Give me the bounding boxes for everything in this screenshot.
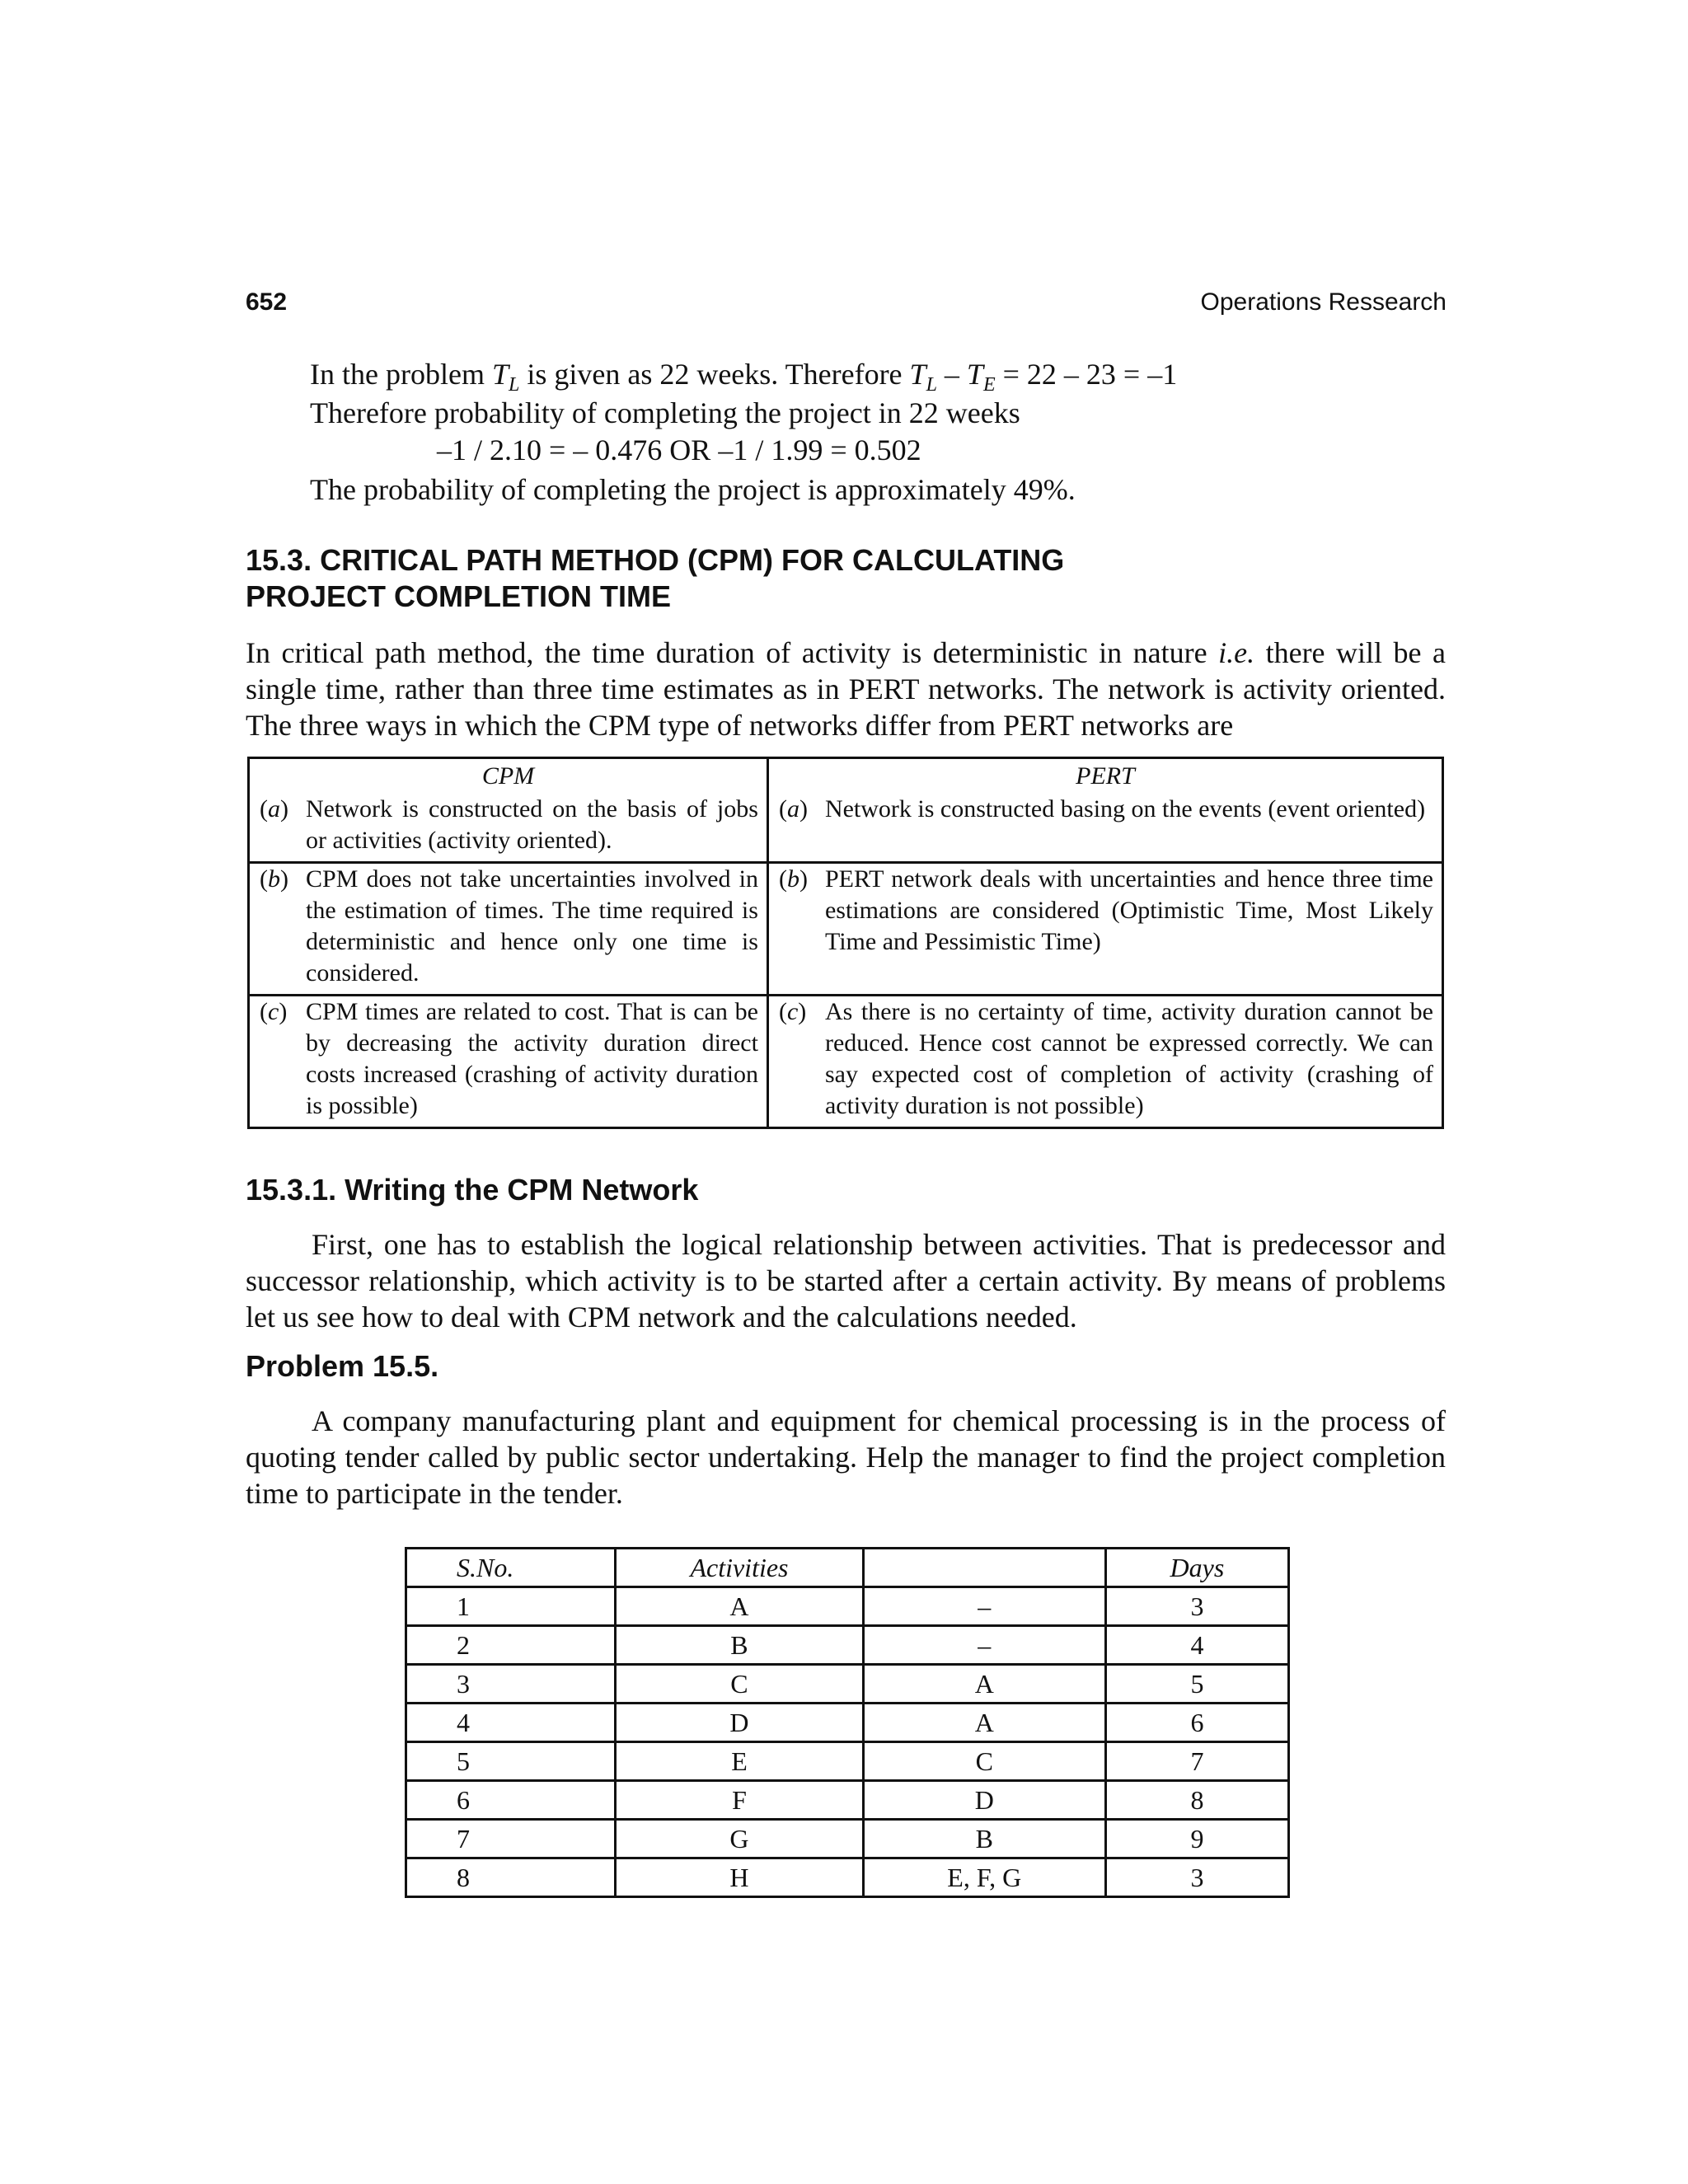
intro-line-4: The probability of completing the project is approximately 49%. [310,473,1076,506]
section-paragraph: In critical path method, the time duration of activity is deterministic in nature i.e. there will be a single time, rather than three time estimates as in PERT networks. The network is activity oriented. The three ways in which the CPM type of networks differ from PERT networks are [246,636,1446,742]
cell-days: 8 [1105,1781,1288,1820]
intro-line-1: In the problem $T_L$ is given as 22 weeks. Therefore $T_L - T_E = 22 - 23 = -1$ [310,358,1178,396]
table-row [406,1858,1289,1897]
table-row [406,1820,1289,1858]
table-row [249,996,1443,1128]
cell-predecessor: B [863,1820,1105,1858]
cpm-cell: CPM does not take uncertainties involved in the estimation of times. The time required is deterministic and hence only one time is considered. [306,863,767,996]
table-row [249,794,1443,863]
header-activities: Activities [616,1549,863,1587]
cell-sno: 8 [406,1858,616,1897]
cell-sno: 2 [406,1626,616,1665]
pert-cell: Network is constructed basing on the events (event oriented) [824,795,1426,823]
cell-predecessor: – [863,1587,1105,1626]
cpm-pert-comparison-table [247,757,1444,1129]
row-label: (a) [260,795,288,823]
cell-days: 3 [1105,1587,1288,1626]
running-header-title: Operations Ressearch [1200,288,1447,316]
cell-predecessor: – [863,1626,1105,1665]
cell-sno: 5 [406,1742,616,1781]
cell-sno: 6 [406,1781,616,1820]
cell-activity: D [616,1704,863,1742]
cell-days: 6 [1105,1704,1288,1742]
column-header-cpm: CPM [249,758,768,794]
intro-line-2: Therefore probability of completing the project in 22 weeks [310,396,1020,429]
page-number: 652 [246,288,288,316]
cell-days: 7 [1105,1742,1288,1781]
cell-activity: C [616,1665,863,1704]
cell-days: 3 [1105,1858,1288,1897]
cell-activity: B [616,1626,863,1665]
activity-table [405,1547,1290,1898]
cpm-cell: CPM times are related to cost. That is can be by decreasing the activity duration direct costs increased (crashing of activity duration is possible) [306,996,767,1128]
table-row [406,1626,1289,1665]
cell-activity: E [616,1742,863,1781]
cell-predecessor: A [863,1665,1105,1704]
table-row [406,1781,1289,1820]
table-row [249,863,1443,996]
row-label: (c) [767,996,825,1128]
table-row [406,1704,1289,1742]
cell-activity: F [616,1781,863,1820]
header-days: Days [1105,1549,1288,1587]
cell-days: 9 [1105,1820,1288,1858]
cell-activity: A [616,1587,863,1626]
row-label: (b) [249,863,307,996]
subsection-paragraph: First, one has to establish the logical relationship between activities. That is predecessor and successor relationship, which activity is to be started after a certain activity. By means of problems let us see how to deal with CPM network and the calculations needed. [246,1228,1446,1333]
pert-cell: PERT network deals with uncertainties and hence three time estimations are considered (Optimistic Time, Most Likely Time and Pessimistic Time) [825,863,1443,996]
pert-cell: As there is no certainty of time, activity duration cannot be reduced. Hence cost cannot be expressed correctly. We can say expected cost of completion of activity (crashing of activity duration is not possible) [825,996,1443,1128]
table-row [406,1742,1289,1781]
cell-predecessor: D [863,1781,1105,1820]
table-header-row [406,1549,1289,1587]
cell-sno: 3 [406,1665,616,1704]
section-heading-line-2: PROJECT COMPLETION TIME [246,579,672,613]
problem-paragraph: A company manufacturing plant and equipment for chemical processing is in the process of quoting tender called by public sector undertaking. Help the manager to find the project completion time to participate in the tender. [246,1404,1446,1510]
row-label: (a) [778,795,808,823]
column-header-pert: PERT [1076,762,1135,790]
table-header-row [249,758,1443,794]
cell-activity: H [616,1858,863,1897]
cell-predecessor: C [863,1742,1105,1781]
header-sno: S.No. [406,1549,616,1587]
row-label: (b) [767,863,825,996]
header-predecessor [863,1549,1105,1587]
problem-heading: Problem 15.5. [246,1349,439,1383]
section-heading-line-1: 15.3. CRITICAL PATH METHOD (CPM) FOR CALCULATING [246,543,1065,577]
cell-sno: 7 [406,1820,616,1858]
cpm-cell: Network is constructed on the basis of jobs or activities (activity oriented). [306,794,767,863]
row-label: (c) [249,996,307,1128]
cell-predecessor: E, F, G [863,1858,1105,1897]
cell-days: 5 [1105,1665,1288,1704]
intro-line-3-formula: –1 / 2.10 = – 0.476 OR –1 / 1.99 = 0.502 [437,434,921,466]
table-row [406,1665,1289,1704]
cell-activity: G [616,1820,863,1858]
cell-sno: 1 [406,1587,616,1626]
subsection-heading: 15.3.1. Writing the CPM Network [246,1173,699,1207]
cell-predecessor: A [863,1704,1105,1742]
cell-days: 4 [1105,1626,1288,1665]
table-row [406,1587,1289,1626]
cell-sno: 4 [406,1704,616,1742]
